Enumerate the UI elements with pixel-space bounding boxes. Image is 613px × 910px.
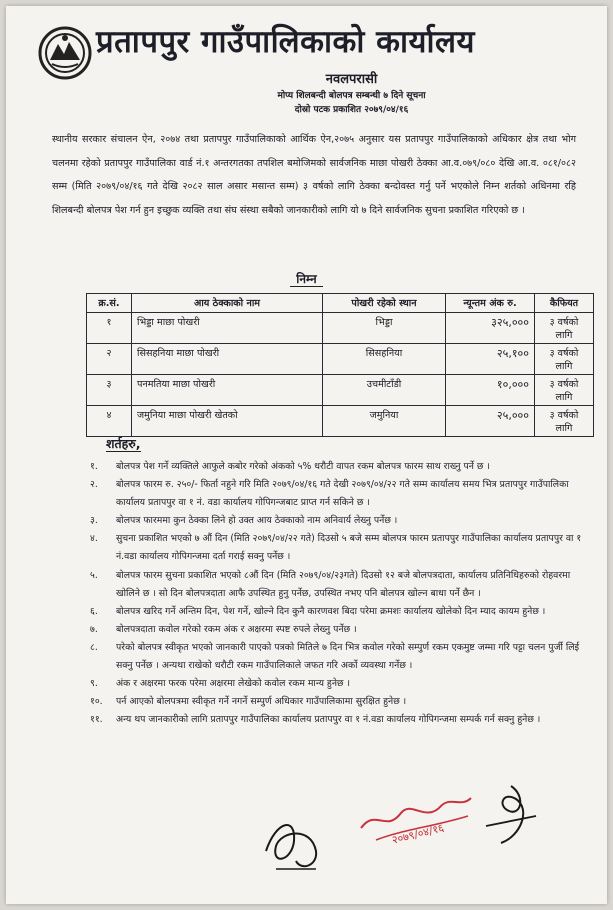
office-title: प्रतापपुर गाउँपालिकाको कार्यालय <box>96 24 475 60</box>
cell-place: उचमीटाँडी <box>323 375 446 406</box>
cell-amount: २५,१०० <box>446 344 535 375</box>
condition-item: ८. परेको बोलपत्र स्वीकृत भएको जानकारी पाएको पत्रको मितिले ७ दिन भित्र कवोल गरेको सम्पुर्ण रकम एकमुष्ट जम्मा गरि पट्टा चलन पुर्जी लिई सक्नु पर्नेछ । अन्यथा राखेको धरौटी रकम गाउँपालिकाले जफत गरि अर्को व्यवस्था गर्नेछ । <box>90 641 580 672</box>
table-row <box>87 313 594 344</box>
cell-remark: ३ वर्षको लागि <box>535 344 594 375</box>
cell-serial: ४ <box>87 406 132 437</box>
cell-name: भिड्डा माछा पोखरी <box>132 313 323 344</box>
notice-page <box>6 6 607 904</box>
cell-serial: २ <box>87 344 132 375</box>
intro-paragraph: स्थानीय सरकार संचालन ऐन, २०७४ तथा प्रतापपुर गाउँपालिकाको आर्थिक ऐन,२०७५ अनुसार यस प्रतापपुर गाउँपालिकाको अधिकार क्षेत्र तथा भोग चलनमा रहेको प्रतापपुर गाउँपालिका वार्ड नं.१ अन्तरगतका तपशिल बमोजिमको सार्वजनिक माछा पोखरी ठेक्का आ.व.०७९/०८० देखि आ.व. ०८१/०८२ सम्म (मिति २०७९/०४/१६ गते देखि २०८२ साल असार मसान्त सम्म) ३ वर्षको लागि ठेक्का बन्दोवस्त गर्नु पर्ने भएकोले निम्न शर्तको अधिनमा रहि शिलबन्दी बोलपत्र पेश गर्न हुन इच्छुक व्यक्ति तथा संघ संस्था सबैको जानकारीको लागि यो ७ दिने सार्वजनिक सुचना प्रकाशित गरिएको छ । <box>52 134 576 216</box>
condition-item: ४. सुचना प्रकाशित भएको ७ औं दिन (मिति २०७९/०४/२२ गते) दिउसो ५ बजे सम्म बोलपत्र फारम प्रतापपुर गाउँपालिका कार्यालय प्रतापपुर वा १ नं.वडा कार्यालय गोपिगन्जमा दर्ता गराई सक्नु पर्नेछ । <box>90 533 582 563</box>
header-name: आय ठेक्काको नाम <box>132 294 323 313</box>
published-date: दोस्रो पटक प्रकाशित २०७९/०४/१६ <box>294 105 409 115</box>
condition-item: ५. बोलपत्र फारम सुचना प्रकाशित भएको ८औं दिन (मिति २०७९/०४/२३गते) दिउसो १२ बजे बोलपत्रदाता, कार्यालय प्रतिनिधिहरुको रोहवरमा खोलिने छ । सो दिन बोलपत्रदाता आफै उपस्थित हुनु पर्नेछ, उपस्थित नभए पनि बोलपत्र खोल्न बाधा पर्ने छैन । <box>90 569 571 599</box>
cell-name: जमुनिया माछा पोखरी खेतको <box>132 406 323 437</box>
svg-text:२०७९/०४/१६: २०७९/०४/१६ <box>390 821 446 847</box>
cell-amount: १०,००० <box>446 375 535 406</box>
table-row <box>87 344 594 375</box>
condition-item: ११. अन्य थप जानकारीको लागि प्रतापपुर गाउँपालिका कार्यालय प्रतापपुर वा १ नं.वडा कार्यालय गोपिगन्जमा सम्पर्क गर्न सक्नु हुनेछ । <box>90 714 541 726</box>
cell-place: भिड्डा <box>323 313 446 344</box>
condition-item: ३. बोलपत्र फारममा कुन ठेक्का लिने हो उक्त आय ठेक्काको नाम अनिवार्य लेख्नु पर्नेछ । <box>90 515 398 527</box>
notice-title: मोप्य शिलबन्दी बोलपत्र सम्बन्धी ७ दिने सूचना <box>277 91 426 101</box>
cell-amount: ३२५,००० <box>446 313 535 344</box>
condition-item: ७. बोलपत्रदाता कवोल गरेको रकम अंक र अक्षरमा स्पष्ट रुपले लेख्नु पर्नेछ । <box>90 623 357 635</box>
signature-left-icon <box>256 811 336 881</box>
handwritten-date-stamp-icon <box>356 788 476 848</box>
condition-item: २. बोलपत्र फारम रु. २५०/- फिर्ता नहुने गरि मिति २०७९/०४/१६ गते देखी २०७९/०४/२२ गते सम्म कार्यालय समय भित्र प्रतापपुर गाउँपालिका कार्यालय प्रतापपुर वा १ नं. वडा कार्यालय गोपिगन्जबाट प्राप्त गर्न सकिने छ । <box>90 479 569 509</box>
header-place: पोखरी रहेको स्थान <box>323 294 446 313</box>
district-name: नवलपरासी <box>325 72 378 87</box>
table-row <box>87 375 594 406</box>
table-row <box>87 406 594 437</box>
cell-name: पनमतिया माछा पोखरी <box>132 375 323 406</box>
condition-item: १. बोलपत्र पेश गर्ने व्यक्तिले आफुले कबोर गरेको अंकको ५% धरौटी वापत रकम बोलपत्र फारम साथ राख्नु पर्ने छ । <box>90 461 490 472</box>
cell-place: सिसहनिया <box>323 344 446 375</box>
condition-item: १०. पर्न आएको बोलपत्रमा स्वीकृत गर्ने नगर्ने सम्पुर्ण अधिकार गाउँपालिकामा सुरक्षित हुनेछ । <box>90 696 407 708</box>
cell-serial: १ <box>87 313 132 344</box>
cell-remark: ३ वर्षको लागि <box>535 313 594 344</box>
table-header-row <box>87 294 594 313</box>
cell-amount: २५,००० <box>446 406 535 437</box>
cell-remark: ३ वर्षको लागि <box>535 375 594 406</box>
signature-right-icon <box>481 781 541 851</box>
fish-pond-table <box>86 293 594 437</box>
cell-remark: ३ वर्षको लागि <box>535 406 594 437</box>
header-serial: क्र.सं. <box>87 294 132 313</box>
cell-name: सिसहनिया माछा पोखरी <box>132 344 323 375</box>
cell-place: जमुनिया <box>323 406 446 437</box>
condition-item: ६. बोलपत्र खरिद गर्ने अन्तिम दिन, पेश गर्ने, खोल्ने दिन कुनै कारणवश बिदा परेमा क्रमशः कार्यालय खोलेको दिन म्याद कायम हुनेछ । <box>90 605 546 617</box>
table-caption: निम्न <box>6 270 607 287</box>
header-amount: न्यून्तम अंक रु. <box>446 294 535 313</box>
condition-item: ९. अंक र अक्षरमा फरक परेमा अक्षरमा लेखेको कवोल रकम मान्य हुनेछ । <box>90 678 351 690</box>
conditions-list <box>90 458 590 729</box>
conditions-heading: शर्तहरु, <box>106 436 141 451</box>
header-remark: कैफियत <box>535 294 594 313</box>
cell-serial: ३ <box>87 375 132 406</box>
